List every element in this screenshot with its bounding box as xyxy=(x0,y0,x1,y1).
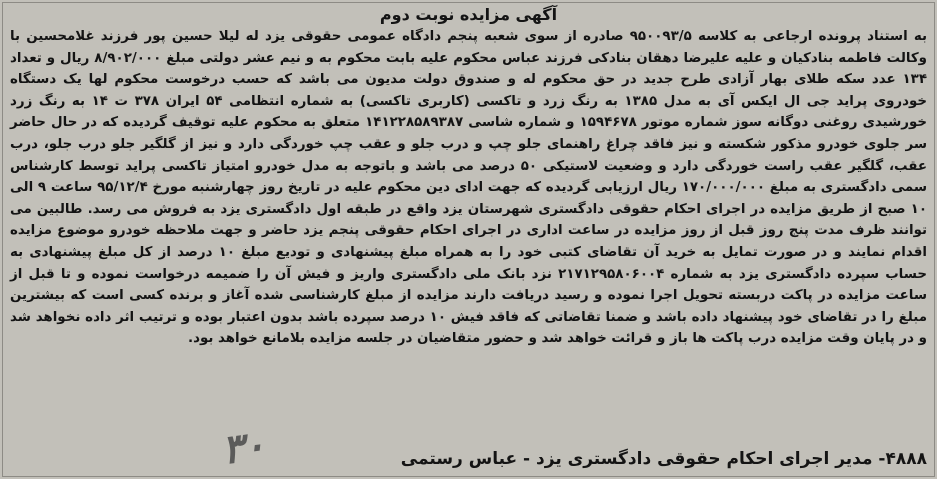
ad-body-text: به استناد پرونده ارجاعی به کلاسه ۹۵۰۰۹۳/۵ صادره از سوی شعبه پنجم دادگاه عمومی حقوقی یزد له لیلا حسین پور فرزند غلامحسین با وکالت فاطمه بنادکیان و علیه علیرضا دهقان بنادکی فرزند عباس محکوم علیه بابت محکوم به و نیم عشر دولتی مبلغ ۸/۹۰۲/۰۰۰ ریال و تعداد ۱۳۴ عدد سکه طلای بهار آزادی طرح جدید در حق محکوم له و صندوق دولت مدیون می باشد که حسب درخوست محکوم لها یک دستگاه خودروی پراید جی ال ایکس آی به مدل ۱۳۸۵ به رنگ زرد و تاکسی (کاربری تاکسی) به شماره انتظامی ۵۴ ایران ۳۷۸ ت ۱۴ به رنگ زرد خورشیدی روغنی دوگانه سوز شماره موتور ۱۵۹۴۶۷۸ و شماره شاسی ۱۴۱۲۲۸۵۸۹۳۸۷ متعلق به محکوم علیه توقیف گردیده که در حال حاضر سر جلوی خودرو مذکور شکسته و نیز فاقد چراغ راهنمای جلو چپ و درب جلو و عقب چپ خوردگی دارد و نیز از گلگیر جلو درب جلو، درب عقب، گلگیر عقب راست خوردگی دارد و وضعیت لاستیکی ۵۰ درصد می باشد و باتوجه به مدل خودرو امتیاز تاکسی پراید توسط کارشناس سمی دادگستری به مبلغ ۱۷۰/۰۰۰/۰۰۰ ریال ارزیابی گردیده که جهت ادای دین محکوم علیه در تاریخ روز چهارشنبه مورخ ۹۵/۱۲/۴ ساعت ۹ الی ۱۰ صبح از طریق مزایده در اجرای احکام حقوقی دادگستری شهرستان یزد واقع در طبقه اول دادگستری یزد به فروش می رسد. طالبین می توانند ظرف مدت پنج روز قبل از روز مزایده در ساعت اداری در اجرای احکام حقوقی پنجم یزد حاضر و جهت ملاحظه خودرو موضوع مزایده اقدام نمایند و در صورت تمایل به خرید آن تقاضای کتبی خود را به همراه مبلغ پیشنهادی و تودیع مبلغ ۱۰ درصد از کل مبلغ پیشنهادی به حساب سپرده دادگستری یزد به شماره ۲۱۷۱۲۹۵۸۰۶۰۰۴ نزد بانک ملی دادگستری واریز و فیش آن را ضمیمه درخواست نموده و تا قبل از ساعت مزایده در پاکت دربسته تحویل اجرا نموده و رسید دریافت دارند مزایده از مبلغ کارشناسی شده آغاز و برنده کسی است که بیشترین مبلغ را در تقاضای خود پیشنهاد داده باشد و ضمنا تقاضاتی که فاقد فیش ۱۰ درصد سپرده باشد بدون اعتبار بوده و ترتیب اثر داده نخواهد شد و در پایان وقت مزایده درب پاکت ها باز و قرائت خواهد شد و حضور متقاضیان در جلسه مزایده بلامانع خواهد بود. xyxy=(10,29,928,347)
ad-title: آگهی مزایده نوبت دوم xyxy=(379,5,558,24)
ad-footer xyxy=(0,421,937,474)
ad-signature-line: ۴۸۸۸- مدیر اجرای احکام حقوقی دادگستری یزد - عباس رستمی xyxy=(400,449,927,469)
handwritten-mark: ۳۰ xyxy=(218,421,269,474)
